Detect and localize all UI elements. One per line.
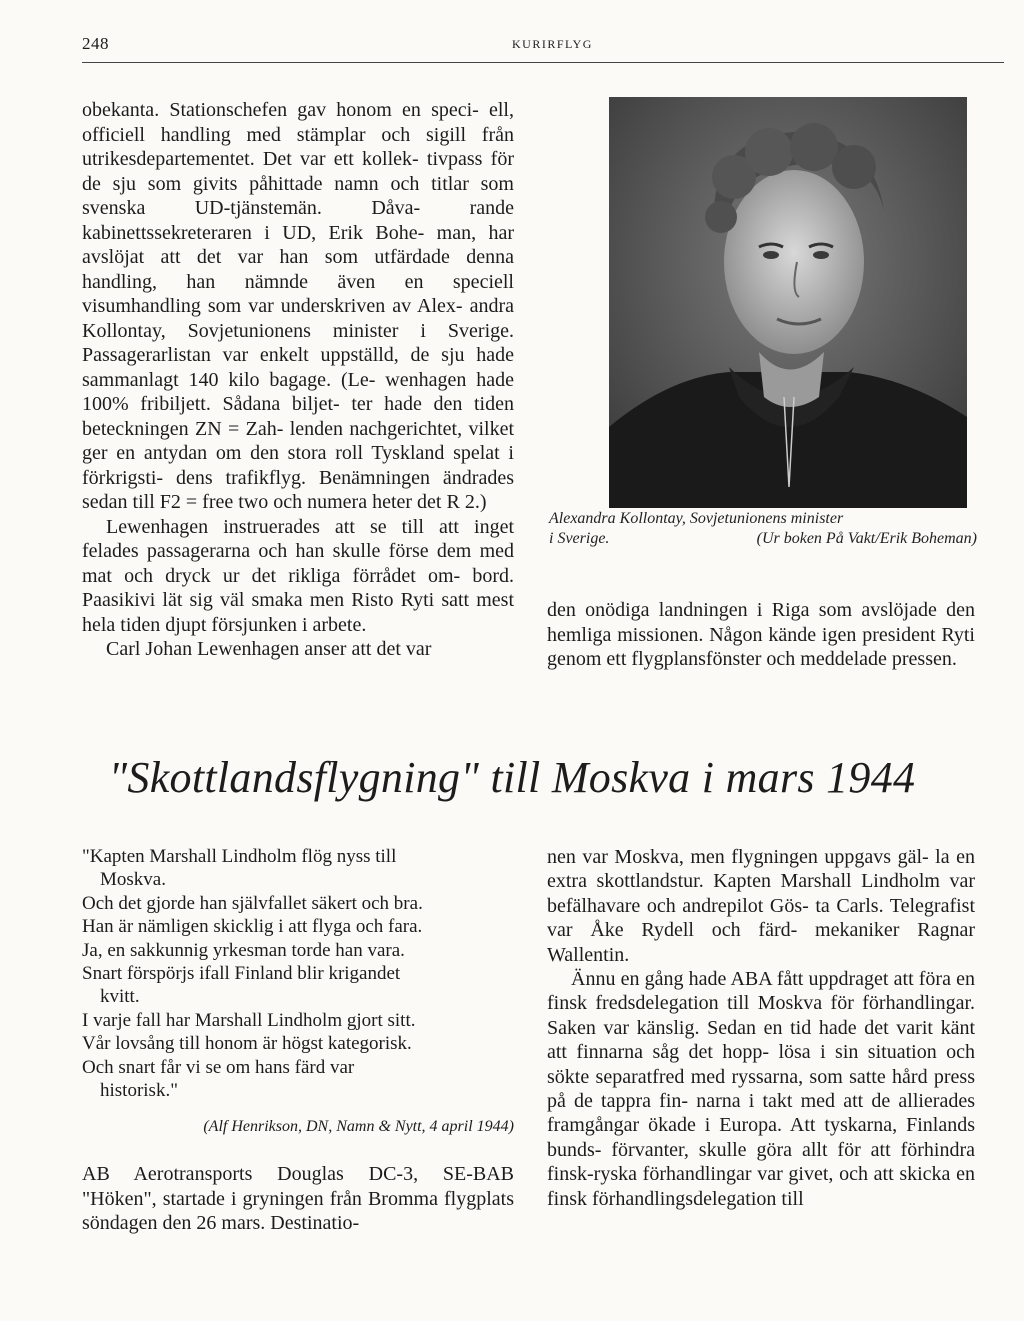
poem-line: historisk." <box>100 1080 178 1102</box>
paragraph: den onödiga landningen i Riga som avslöjade den hemliga missionen. Någon kände igen president Ryti genom ett flygplansfönster och meddelade pressen. <box>547 599 975 670</box>
poem-line: "Kapten Marshall Lindholm flög nyss till <box>82 846 397 867</box>
body-column-left-top <box>82 98 514 662</box>
poem-line: Och det gjorde han självfallet säkert och bra. <box>82 892 423 914</box>
body-column-right-bottom <box>547 845 975 1211</box>
page-number: 248 <box>82 34 109 53</box>
running-head: KURIRFLYG <box>512 37 593 51</box>
body-column-right-top <box>547 598 975 672</box>
photo-caption <box>549 509 977 549</box>
caption-line <box>549 529 977 549</box>
poem-line: Ja, en sakkunnig yrkesman torde han vara. <box>82 939 405 961</box>
poem <box>82 845 514 1102</box>
poem-line: Moskva. <box>100 869 166 891</box>
poem-line: I varje fall har Marshall Lindholm gjort sitt. <box>82 1009 416 1031</box>
poem-line: Han är nämligen skicklig i att flyga och fara. <box>82 916 423 938</box>
paragraph: Ännu en gång hade ABA fått uppdraget att föra en finsk fredsdelegation till Moskva för förhandlingar. Saken var känslig. Sedan en tid hade det varit känt att finnarna såg det hopp- lösa i sin situation och sökte separatfred med ryssarna, som satte hård press på de tappra fin- narna i takt med att de allierades framgångar ökade i Europa. Att tyskarna, Finlands bunds- förvanter, skulle göra allt för att förhindra finsk-ryska förhandlingar var givet, och att skicka en finsk förhandlingsdelegation till <box>547 968 975 1210</box>
paragraph: Lewenhagen instruerades att se till att inget felades passagerarna och han skulle förse dem med mat och dryck ur det rikliga förrådet om- bord. Paasikivi lät sig väl smaka men Risto Ryti satt mest hela tiden djupt försjunken i arbete. <box>82 515 514 636</box>
portrait-image <box>609 97 967 508</box>
caption-line: Alexandra Kollontay, Sovjetunionens minister <box>549 510 844 527</box>
portrait-photo <box>609 97 967 508</box>
section-title: "Skottlandsflygning" till Moskva i mars 1944 <box>108 753 916 802</box>
page-header <box>82 34 1004 63</box>
paragraph: Carl Johan Lewenhagen anser att det var <box>106 638 432 660</box>
poem-line: Och snart får vi se om hans färd var <box>82 1056 355 1078</box>
body-column-left-bottom <box>82 1162 514 1236</box>
paragraph: obekanta. Stationschefen gav honom en speci- ell, officiell handling med stämplar och sigill från utrikesdepartementet. Det var ett kollek- tivpass för de sju som givits påhittade namn och titlar som svenska UD-tjänstemän. Dåva- rande kabinettssekreteraren i UD, Erik Bohe- man, har avslöjat att det var han som utfärdade denna handling, han nämnde även en speciell visumhandling som var underskriven av Alex- andra Kollontay, Sovjetunionens minister i Sverige. Passagerarlistan var enkelt uppställd, de sju hade sammanlagt 140 kilo bagage. (Le- wenhagen hade 100% fribiljett. Sådana biljet- ter hade den tiden beteckningen ZN = Zah- lenden nachgerichtet, vilket ger en antydan om den stora roll Tyskland spelat i förkrigsti- dens trafikflyg. Benämningen ändrades sedan till F2 = free two och numera heter det R 2.) <box>82 99 514 513</box>
paragraph: AB Aerotransports Douglas DC-3, SE-BAB "Höken", startade i gryningen från Bromma flygplats söndagen den 26 mars. Destinatio- <box>82 1163 514 1234</box>
caption-source: (Ur boken På Vakt/Erik Boheman) <box>756 530 977 547</box>
poem-line: Snart förspörjs ifall Finland blir krigandet <box>82 963 401 985</box>
caption-text: i Sverige. <box>549 530 610 547</box>
paragraph: nen var Moskva, men flygningen uppgavs gäl- la en extra skottlandstur. Kapten Marshall Lindholm var befälhavare och andrepilot Gös- ta Carls. Telegrafist var Åke Rydell och färd- mekaniker Ragnar Wallentin. <box>547 846 975 966</box>
poem-attribution: (Alf Henrikson, DN, Namn & Nytt, 4 april 1944) <box>203 1118 514 1135</box>
poem-line: kvitt. <box>100 986 140 1008</box>
poem-line: Vår lovsång till honom är högst kategorisk. <box>82 1033 412 1055</box>
